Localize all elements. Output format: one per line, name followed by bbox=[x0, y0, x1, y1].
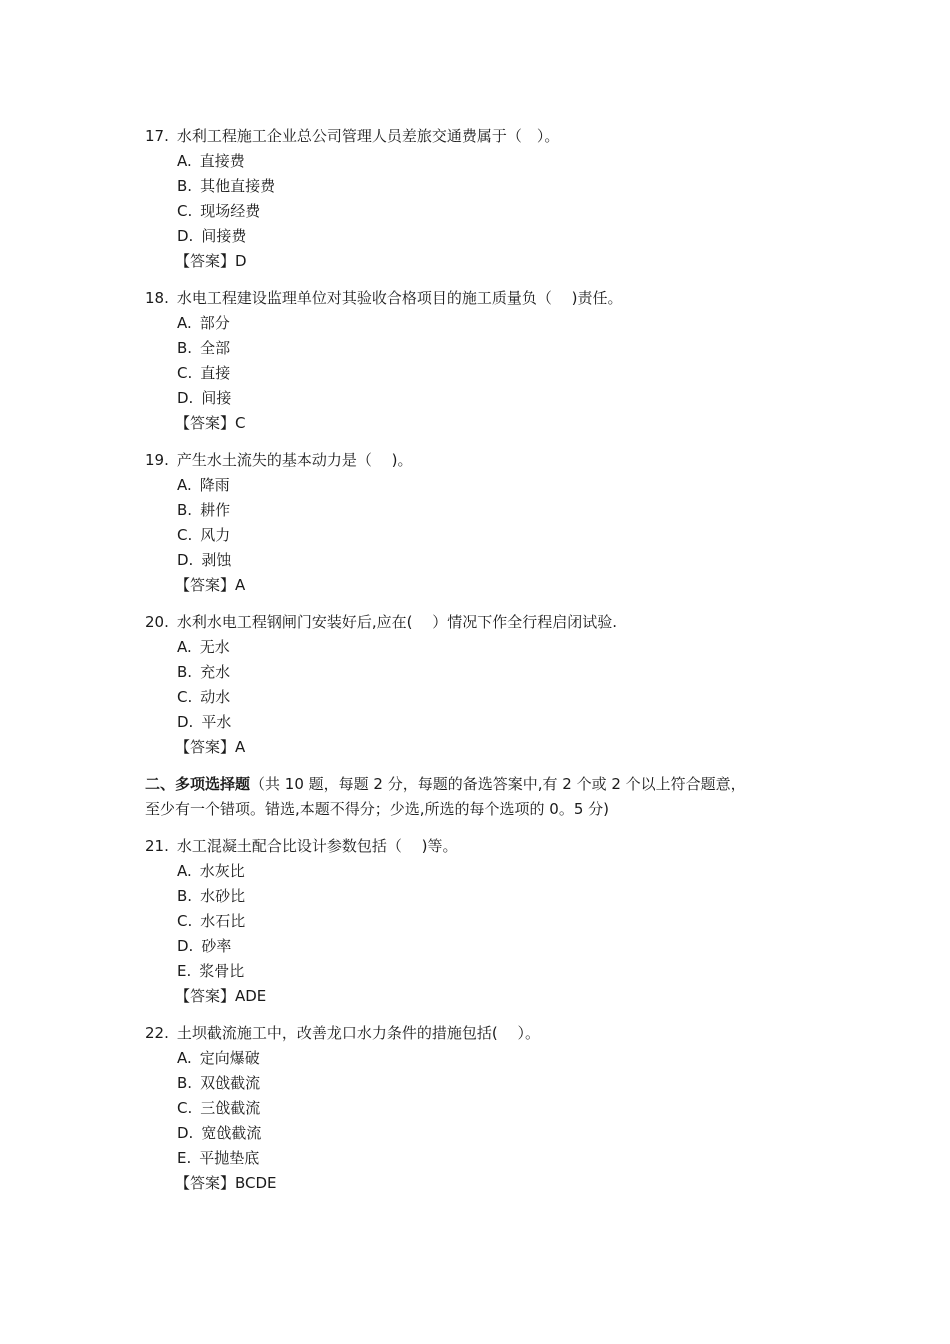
question-stem bbox=[145, 1021, 825, 1046]
question-21 bbox=[145, 834, 825, 1009]
option-text: 风力 bbox=[200, 526, 231, 544]
option-e bbox=[145, 959, 825, 984]
answer-line: 【答案】C bbox=[175, 414, 246, 432]
question-text: 水利工程施工企业总公司管理人员差旅交通费属于（ ）。 bbox=[176, 127, 560, 145]
option-letter: E. bbox=[177, 962, 192, 980]
option-letter: A. bbox=[177, 476, 192, 494]
question-number: 21. bbox=[145, 837, 169, 855]
option-text: 动水 bbox=[200, 688, 231, 706]
option-text: 浆骨比 bbox=[199, 962, 245, 980]
option-a bbox=[145, 859, 825, 884]
option-letter: A. bbox=[177, 862, 192, 880]
option-b bbox=[145, 174, 825, 199]
option-letter: E. bbox=[177, 1149, 192, 1167]
option-letter: A. bbox=[177, 638, 192, 656]
question-19 bbox=[145, 448, 825, 598]
option-text: 部分 bbox=[199, 314, 230, 332]
question-stem bbox=[145, 286, 825, 311]
option-text: 平抛垫底 bbox=[199, 1149, 260, 1167]
option-text: 间接费 bbox=[201, 227, 247, 245]
answer-line: 【答案】ADE bbox=[175, 987, 267, 1005]
option-text: 剥蚀 bbox=[201, 551, 232, 569]
option-letter: C. bbox=[177, 1099, 193, 1117]
option-d bbox=[145, 224, 825, 249]
option-letter: D. bbox=[177, 937, 194, 955]
option-text: 三戗截流 bbox=[200, 1099, 261, 1117]
option-text: 直接 bbox=[200, 364, 231, 382]
answer-line: 【答案】A bbox=[175, 576, 246, 594]
option-d bbox=[145, 934, 825, 959]
option-c bbox=[145, 909, 825, 934]
option-b bbox=[145, 1071, 825, 1096]
option-text: 降雨 bbox=[199, 476, 230, 494]
question-18 bbox=[145, 286, 825, 436]
option-letter: A. bbox=[177, 152, 192, 170]
question-stem bbox=[145, 610, 825, 635]
question-number: 18. bbox=[145, 289, 169, 307]
option-letter: D. bbox=[177, 227, 194, 245]
answer-line: 【答案】BCDE bbox=[175, 1174, 277, 1192]
option-e bbox=[145, 1146, 825, 1171]
option-c bbox=[145, 685, 825, 710]
section-line-2: 至少有一个错项。错选,本题不得分；少选,所选的每个选项的 0。5 分) bbox=[145, 800, 610, 818]
question-text: 水电工程建设监理单位对其验收合格项目的施工质量负（ )责任。 bbox=[176, 289, 623, 307]
document-page bbox=[145, 124, 825, 1208]
option-letter: C. bbox=[177, 364, 193, 382]
option-letter: B. bbox=[177, 663, 193, 681]
option-letter: D. bbox=[177, 551, 194, 569]
option-d bbox=[145, 548, 825, 573]
question-number: 22. bbox=[145, 1024, 169, 1042]
option-b bbox=[145, 884, 825, 909]
option-text: 宽戗截流 bbox=[201, 1124, 262, 1142]
question-text: 水利水电工程钢闸门安装好后,应在( ）情况下作全行程启闭试验. bbox=[176, 613, 618, 631]
option-a bbox=[145, 311, 825, 336]
question-text: 产生水土流失的基本动力是（ )。 bbox=[176, 451, 413, 469]
option-text: 间接 bbox=[201, 389, 232, 407]
option-c bbox=[145, 361, 825, 386]
option-text: 砂率 bbox=[201, 937, 232, 955]
section-line-1 bbox=[145, 772, 825, 797]
option-letter: A. bbox=[177, 314, 192, 332]
option-letter: B. bbox=[177, 887, 193, 905]
option-letter: C. bbox=[177, 202, 193, 220]
option-text: 平水 bbox=[201, 713, 232, 731]
section-title: 二、多项选择题 bbox=[145, 775, 251, 793]
question-text: 土坝截流施工中，改善龙口水力条件的措施包括( ）。 bbox=[176, 1024, 540, 1042]
question-20 bbox=[145, 610, 825, 760]
option-letter: D. bbox=[177, 1124, 194, 1142]
question-number: 17. bbox=[145, 127, 169, 145]
question-stem bbox=[145, 448, 825, 473]
option-letter: A. bbox=[177, 1049, 192, 1067]
option-letter: C. bbox=[177, 526, 193, 544]
question-stem bbox=[145, 124, 825, 149]
option-b bbox=[145, 660, 825, 685]
option-d bbox=[145, 386, 825, 411]
question-text: 水工混凝土配合比设计参数包括（ )等。 bbox=[176, 837, 458, 855]
option-text: 无水 bbox=[199, 638, 230, 656]
answer-line: 【答案】D bbox=[175, 252, 247, 270]
option-text: 水石比 bbox=[200, 912, 246, 930]
option-letter: D. bbox=[177, 713, 194, 731]
option-c bbox=[145, 1096, 825, 1121]
option-c bbox=[145, 523, 825, 548]
option-letter: D. bbox=[177, 389, 194, 407]
option-text: 全部 bbox=[200, 339, 231, 357]
option-c bbox=[145, 199, 825, 224]
question-17 bbox=[145, 124, 825, 274]
option-text: 双戗截流 bbox=[200, 1074, 261, 1092]
question-22 bbox=[145, 1021, 825, 1196]
option-a bbox=[145, 635, 825, 660]
option-text: 充水 bbox=[200, 663, 231, 681]
option-a bbox=[145, 473, 825, 498]
option-b bbox=[145, 336, 825, 361]
option-d bbox=[145, 1121, 825, 1146]
question-number: 19. bbox=[145, 451, 169, 469]
option-letter: B. bbox=[177, 177, 193, 195]
option-letter: B. bbox=[177, 501, 193, 519]
option-letter: C. bbox=[177, 912, 193, 930]
option-text: 定向爆破 bbox=[199, 1049, 260, 1067]
option-a bbox=[145, 149, 825, 174]
option-d bbox=[145, 710, 825, 735]
option-text: 水灰比 bbox=[199, 862, 245, 880]
option-letter: C. bbox=[177, 688, 193, 706]
option-letter: B. bbox=[177, 339, 193, 357]
answer-line: 【答案】A bbox=[175, 738, 246, 756]
option-text: 直接费 bbox=[199, 152, 245, 170]
question-number: 20. bbox=[145, 613, 169, 631]
option-text: 现场经费 bbox=[200, 202, 261, 220]
option-a bbox=[145, 1046, 825, 1071]
option-text: 其他直接费 bbox=[200, 177, 276, 195]
section-description: （共 10 题，每题 2 分，每题的备选答案中,有 2 个或 2 个以上符合题意， bbox=[250, 775, 746, 793]
section-header bbox=[145, 772, 825, 822]
option-text: 耕作 bbox=[200, 501, 231, 519]
option-letter: B. bbox=[177, 1074, 193, 1092]
question-stem bbox=[145, 834, 825, 859]
option-b bbox=[145, 498, 825, 523]
option-text: 水砂比 bbox=[200, 887, 246, 905]
